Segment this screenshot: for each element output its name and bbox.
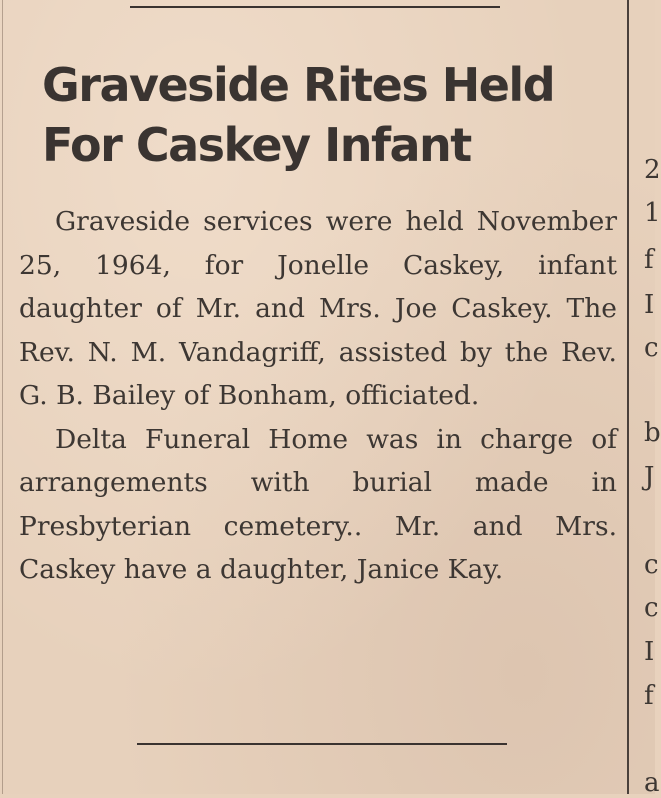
- headline-line-1: Graveside Rites Held: [42, 58, 555, 112]
- column-divider: [627, 0, 629, 794]
- headline-line-2: For Caskey Infant: [42, 118, 471, 172]
- adjacent-column-fragment: 2: [644, 155, 661, 185]
- adjacent-column-fragment: 1: [644, 198, 661, 228]
- headline: [42, 55, 622, 175]
- adjacent-column-fragment: a: [644, 768, 660, 798]
- column-edge: [2, 0, 3, 794]
- adjacent-column-fragment: f: [644, 245, 654, 275]
- adjacent-column-fragment: I: [644, 637, 655, 667]
- adjacent-column-fragment: I: [644, 290, 655, 320]
- adjacent-column-fragment: c: [644, 593, 659, 623]
- adjacent-column-fragment: c: [644, 550, 659, 580]
- adjacent-column-fragment: f: [644, 681, 654, 711]
- adjacent-column-fragment: c: [644, 333, 659, 363]
- paragraph-2: Delta Funeral Home was in charge of arrangements with burial made in Presbyterian cemetery.. Mr. and Mrs. Caskey have a daughter, Janice Kay.: [19, 423, 617, 585]
- article-body: [19, 200, 617, 592]
- adjacent-column-fragment: b: [644, 418, 661, 448]
- bottom-rule: [137, 743, 507, 745]
- adjacent-column-fragment: J: [644, 462, 655, 492]
- paragraph-1: Graveside services were held November 25, 1964, for Jonelle Caskey, infant daughter of Mr. and Mrs. Joe Caskey. The Rev. N. M. Vandagriff, assisted by the Rev. G. B. Bailey of Bonham, officiated.: [19, 206, 617, 411]
- top-rule: [130, 6, 500, 8]
